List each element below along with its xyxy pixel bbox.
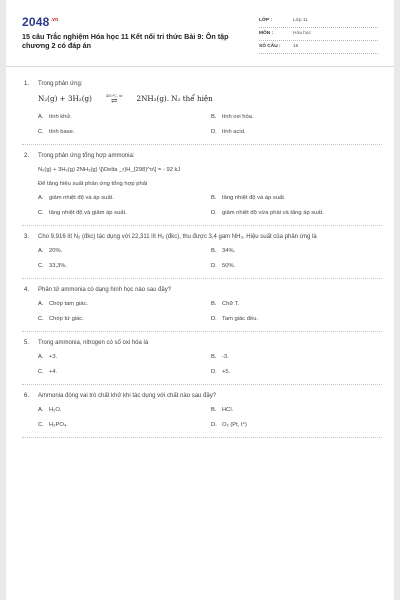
question-prompt: Để tăng hiệu suất phản ứng tổng hợp phải [38, 181, 148, 187]
question-number: 3. [24, 234, 30, 240]
document-meta [259, 15, 378, 54]
question-number: 2. [24, 153, 30, 159]
option-a[interactable]: A. +3. [38, 354, 58, 360]
document-page [6, 0, 394, 600]
document-title: 15 câu Trắc nghiệm Hóa học 11 Kết nối tri thức Bài 9: Ôn tập chương 2 có đáp án [22, 32, 229, 50]
option-c[interactable]: C. tính base. [38, 129, 75, 135]
question-1 [22, 80, 382, 145]
option-c[interactable]: C. H₃PO₄. [38, 422, 68, 428]
question-stem: Phân tử ammonia có dạng hình học nào sau đây? [38, 287, 172, 293]
option-d[interactable]: D. giảm nhiệt độ vừa phải và tăng áp suất. [211, 210, 324, 216]
option-c[interactable]: C. 33,3%. [38, 263, 68, 269]
question-stem: Trong ammonia, nitrogen có số oxi hóa là [38, 340, 149, 346]
question-stem: Trong phản ứng tổng hợp ammonia: [38, 153, 135, 159]
question-6 [22, 392, 382, 438]
document-header [22, 0, 378, 64]
option-b[interactable]: B. tăng nhiệt độ và áp suất. [211, 195, 286, 201]
option-b[interactable]: B. tính oxi hóa. [211, 114, 254, 120]
option-a[interactable]: A. giảm nhiệt độ và áp suất. [38, 195, 114, 201]
meta-grade: LỚP : Lớp 11 [259, 15, 378, 28]
meta-subject: MÔN : Hóa học [259, 28, 378, 41]
option-b[interactable]: B. 34%. [211, 248, 236, 254]
site-logo[interactable]: $2048^{.vn}$ [22, 15, 59, 29]
header-divider [6, 66, 394, 67]
option-a[interactable]: A. H₂O. [38, 407, 62, 413]
option-a[interactable]: A. Chóp tam giác. [38, 301, 88, 307]
option-c[interactable]: C. +4. [38, 369, 58, 375]
question-stem: Trong phản ứng: [38, 81, 83, 87]
question-4 [22, 286, 382, 332]
question-2 [22, 152, 382, 226]
option-b[interactable]: B. HCl. [211, 407, 234, 413]
question-stem: Ammonia đóng vai trò chất khử khi tác dụng với chất nào sau đây? [38, 393, 217, 399]
option-d[interactable]: D. Tam giác đều. [211, 316, 259, 322]
question-list [22, 80, 382, 445]
option-b[interactable]: B. -3. [211, 354, 229, 360]
question-number: 5. [24, 340, 30, 346]
question-number: 6. [24, 393, 30, 399]
option-c[interactable]: C. Chóp tứ giác. [38, 316, 84, 322]
option-b[interactable]: B. Chữ T. [211, 301, 240, 307]
question-stem: Cho 9,916 lít N₂ (đkc) tác dụng với 22,311 lít H₂ (đkc), thu được 3,4 gam NH₃. Hiệu suất của phản ứng là [38, 234, 317, 240]
option-d[interactable]: D. O₂ (Pt, t°) [211, 422, 247, 428]
question-3 [22, 233, 382, 279]
option-d[interactable]: D. +5. [211, 369, 231, 375]
option-a[interactable]: A. 20%. [38, 248, 63, 254]
meta-question-count: SỐ CÂU : 15 [259, 41, 378, 54]
option-a[interactable]: A. tính khử. [38, 114, 72, 120]
question-number: 1. [24, 81, 30, 87]
reaction-equation: N₂(g) + 3H₂(g) 450°C, xt ⇌ 2NH₃(g). N₂ thể hiện [38, 94, 213, 105]
option-c[interactable]: C. tăng nhiệt độ và giảm áp suất. [38, 210, 127, 216]
option-d[interactable]: D. 50%. [211, 263, 236, 269]
question-number: 4. [24, 287, 30, 293]
equilibrium-arrow-icon: 450°C, xt ⇌ [105, 94, 123, 105]
reaction-equation: N₂(g) + 3H₂(g) 2NH₃(g) \[\Delta _r}H_{298}^o\] = - 92 kJ [38, 167, 181, 173]
option-d[interactable]: D. tính acid. [211, 129, 246, 135]
question-5 [22, 339, 382, 385]
